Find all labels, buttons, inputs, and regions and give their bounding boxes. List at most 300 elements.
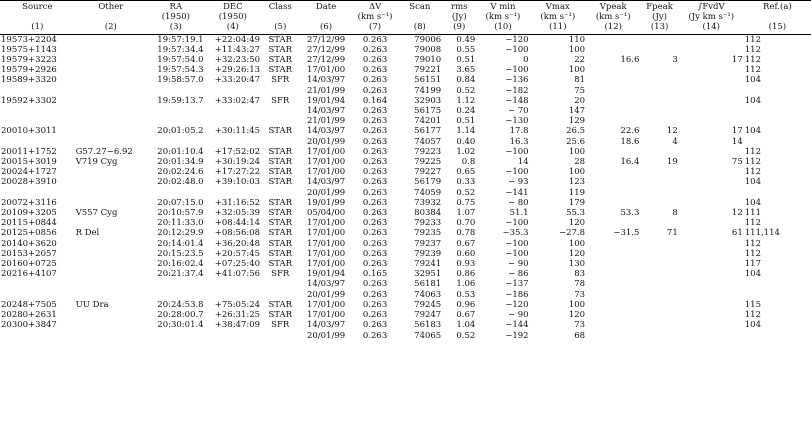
cell-col-12 [586, 106, 640, 116]
cell-col-7: 0.263 [362, 106, 388, 117]
cell-col-4: +75:05:24 [214, 299, 261, 310]
cell-col-2 [75, 177, 147, 187]
cell-col-13 [640, 147, 678, 157]
table-row [0, 157, 811, 167]
cell-col-2 [75, 310, 147, 320]
cell-col-9: 1.02 [456, 146, 476, 157]
cell-col-7: 0.263 [362, 75, 388, 86]
cell-col-15: 112 [744, 65, 761, 76]
cell-col-8: 32903 [414, 95, 442, 106]
cell-col-1: 19579+2926 [1, 65, 57, 76]
cell-col-13: 3 [672, 55, 678, 66]
col-header-9: rms [442, 1, 476, 13]
cell-col-12 [586, 249, 640, 259]
header-row-numbers [0, 22, 811, 34]
cell-col-10: −186 [505, 289, 529, 300]
cell-col-7: 0.263 [362, 146, 388, 157]
cell-col-5: SFR [271, 320, 290, 331]
cell-col-10: − 90 [507, 310, 529, 321]
cell-col-9: 0.75 [456, 197, 476, 208]
cell-col-1: 19573+2204 [1, 34, 57, 45]
cell-col-9: 0.53 [456, 289, 476, 300]
cell-col-15: 112 [744, 248, 761, 259]
cell-col-11: 22 [574, 55, 586, 66]
cell-col-5 [261, 279, 299, 289]
cell-col-9: 0.67 [456, 238, 476, 249]
cell-col-5: STAR [268, 126, 293, 137]
cell-col-10: 17.8 [509, 126, 529, 137]
cell-col-10: −144 [505, 320, 529, 331]
cell-col-5: STAR [268, 238, 293, 249]
cell-col-12 [586, 75, 640, 85]
cell-col-5: STAR [268, 177, 293, 188]
col-unit-4: (1950) [218, 12, 247, 23]
cell-col-8: 56179 [414, 177, 442, 188]
cell-col-8: 56177 [414, 126, 442, 137]
cell-col-6: 27/12/99 [306, 44, 346, 55]
cell-col-2 [75, 75, 147, 85]
cell-col-15: 112 [744, 167, 761, 178]
cell-col-1: 19589+3320 [1, 75, 57, 86]
cell-col-1 [0, 106, 75, 116]
cell-col-11: 179 [568, 197, 586, 208]
cell-col-5: STAR [268, 310, 293, 321]
table-row [0, 208, 811, 218]
table-row [0, 279, 811, 289]
cell-col-2: V719 Cyg [75, 157, 118, 168]
cell-col-12 [586, 34, 640, 45]
cell-col-7: 0.164 [362, 95, 388, 106]
cell-col-6: 20/01/99 [306, 289, 346, 300]
cell-col-3: 19:57:19.1 [157, 34, 204, 45]
cell-col-7: 0.263 [362, 167, 388, 178]
col-unit-15 [744, 12, 811, 22]
col-number-12: (12) [586, 22, 640, 34]
cell-col-11: 73 [574, 289, 586, 300]
cell-col-10: −100 [505, 146, 529, 157]
cell-col-5: STAR [268, 55, 293, 66]
cell-col-1 [0, 116, 75, 126]
cell-col-10: −100 [505, 238, 529, 249]
cell-col-13 [640, 86, 678, 96]
cell-col-2: R Del [75, 228, 100, 239]
cell-col-6: 20/01/99 [306, 136, 346, 147]
cell-col-4: +38:47:09 [214, 320, 261, 331]
cell-col-4 [205, 106, 261, 116]
cell-col-13 [640, 279, 678, 289]
cell-col-5: STAR [268, 34, 293, 45]
cell-col-6: 17/01/00 [306, 65, 346, 76]
cell-col-13: 8 [672, 208, 678, 219]
cell-col-15 [744, 188, 811, 198]
col-header-11: Vmax [530, 1, 586, 13]
table-row [0, 96, 811, 106]
cell-col-2 [75, 290, 147, 300]
cell-col-15: 111,114 [744, 228, 780, 239]
cell-col-3: 20:07:15.0 [157, 197, 204, 208]
cell-col-3: 19:57:34.4 [157, 44, 204, 55]
cell-col-5: STAR [268, 208, 293, 219]
cell-col-4: +36:20:48 [214, 238, 261, 249]
cell-col-12: 16.4 [620, 157, 640, 168]
cell-col-12 [586, 45, 640, 55]
cell-col-8: 56181 [414, 279, 442, 290]
table-row [0, 198, 811, 208]
cell-col-11: 75 [574, 85, 586, 96]
cell-col-14 [679, 198, 744, 208]
cell-col-14 [679, 290, 744, 300]
cell-col-4: +30:19:24 [214, 157, 261, 168]
cell-col-12 [586, 290, 640, 300]
cell-col-5: SFR [271, 269, 290, 280]
cell-col-6: 14/03/97 [306, 126, 346, 137]
cell-col-8: 74063 [414, 289, 442, 300]
cell-col-2 [75, 116, 147, 126]
cell-col-7: 0.263 [362, 197, 388, 208]
cell-col-11: 100 [568, 299, 586, 310]
cell-col-2 [75, 188, 147, 198]
cell-col-5: STAR [268, 228, 293, 239]
table-row [0, 249, 811, 259]
cell-col-4: +32:05:39 [214, 208, 261, 219]
col-header-2: Other [75, 1, 147, 13]
cell-col-10: − 93 [507, 177, 529, 188]
cell-col-5: STAR [268, 65, 293, 76]
col-header-10: V min [476, 1, 529, 13]
cell-col-3: 20:16:02.4 [157, 259, 204, 270]
col-unit-6 [299, 12, 352, 22]
cell-col-12 [586, 279, 640, 289]
cell-col-8: 79247 [414, 310, 442, 321]
cell-col-8: 74199 [414, 85, 442, 96]
cell-col-3: 20:02:48.0 [157, 177, 204, 188]
cell-col-11: 120 [568, 310, 586, 321]
col-header-8: Scan [397, 1, 442, 13]
col-unit-8 [397, 12, 442, 22]
cell-col-8: 79221 [414, 65, 442, 76]
cell-col-13 [640, 65, 678, 75]
cell-col-8: 74201 [414, 116, 442, 127]
table-row [0, 147, 811, 157]
cell-col-11: 26.5 [566, 126, 586, 137]
col-number-7: (7) [353, 22, 398, 34]
cell-col-7: 0.263 [362, 279, 388, 290]
cell-col-11: 100 [568, 44, 586, 55]
cell-col-10: −35.3 [502, 228, 529, 239]
table-row [0, 300, 811, 310]
cell-col-2 [75, 218, 147, 228]
cell-col-4: +08:44:14 [214, 218, 261, 229]
cell-col-6: 19/01/94 [306, 269, 346, 280]
cell-col-7: 0.263 [362, 116, 388, 127]
cell-col-10: −141 [505, 187, 529, 198]
cell-col-3 [147, 137, 205, 147]
cell-col-6: 20/01/99 [306, 330, 346, 341]
cell-col-2 [75, 55, 147, 65]
cell-col-7: 0.263 [362, 177, 388, 188]
cell-col-14: 61 [731, 228, 743, 239]
cell-col-7: 0.263 [362, 34, 388, 45]
col-unit-13: (Jy) [652, 12, 667, 23]
cell-col-12 [586, 96, 640, 106]
cell-col-12 [586, 188, 640, 198]
cell-col-8: 56175 [414, 106, 442, 117]
cell-col-2 [75, 198, 147, 208]
cell-col-8: 79233 [414, 218, 442, 229]
cell-col-13 [640, 249, 678, 259]
cell-col-13: 12 [666, 126, 678, 137]
cell-col-11: 100 [568, 167, 586, 178]
cell-col-9: 1.04 [456, 320, 476, 331]
cell-col-11: 25.6 [566, 136, 586, 147]
cell-col-12: −31.5 [613, 228, 640, 239]
col-unit-1 [0, 12, 75, 22]
cell-col-9: 1.14 [456, 126, 476, 137]
cell-col-12 [586, 320, 640, 330]
cell-col-11: 119 [568, 187, 586, 198]
cell-col-5: STAR [268, 146, 293, 157]
cell-col-11: 100 [568, 238, 586, 249]
cell-col-2: UU Dra [75, 299, 109, 310]
cell-col-4: +22:04:49 [214, 34, 261, 45]
cell-col-6: 21/01/99 [306, 116, 346, 127]
col-number-8: (8) [397, 22, 442, 34]
cell-col-13 [640, 45, 678, 55]
table-header [0, 1, 811, 35]
cell-col-12 [586, 116, 640, 126]
cell-col-15 [744, 86, 811, 96]
cell-col-9: 1.12 [456, 95, 476, 106]
cell-col-13 [640, 331, 678, 342]
col-number-1: (1) [0, 22, 75, 34]
cell-col-2 [75, 331, 147, 342]
cell-col-1: 20115+0844 [1, 218, 57, 229]
cell-col-15: 117 [744, 259, 761, 270]
table-row [0, 177, 811, 187]
cell-col-1: 19579+3223 [1, 55, 57, 66]
cell-col-9: 0.49 [456, 34, 476, 45]
cell-col-12: 22.6 [620, 126, 640, 137]
cell-col-3: 20:14:01.4 [157, 238, 204, 249]
cell-col-10: −182 [505, 85, 529, 96]
cell-col-13 [640, 116, 678, 126]
cell-col-6: 14/03/97 [306, 279, 346, 290]
header-row-labels [0, 1, 811, 13]
cell-col-13 [640, 320, 678, 330]
cell-col-14 [679, 116, 744, 126]
cell-col-6: 14/03/97 [306, 320, 346, 331]
cell-col-6: 14/03/97 [306, 177, 346, 188]
col-number-15: (15) [744, 22, 811, 34]
table-row [0, 167, 811, 177]
cell-col-2 [75, 167, 147, 177]
cell-col-13 [640, 259, 678, 269]
cell-col-1: 19575+1143 [1, 44, 57, 55]
cell-col-8: 80384 [414, 208, 442, 219]
cell-col-1: 20125+0856 [1, 228, 57, 239]
cell-col-1: 20109+3205 [1, 208, 57, 219]
col-unit-3: (1950) [161, 12, 190, 23]
table-row [0, 106, 811, 116]
cell-col-4 [205, 137, 261, 147]
cell-col-8: 79227 [414, 167, 442, 178]
cell-col-3: 20:21:37.4 [157, 269, 204, 280]
cell-col-4: +20:57:45 [214, 248, 261, 259]
cell-col-12 [586, 300, 640, 310]
col-number-6: (6) [299, 22, 352, 34]
cell-col-14 [679, 96, 744, 106]
cell-col-9: 0.51 [456, 55, 476, 66]
cell-col-4 [205, 116, 261, 126]
cell-col-9: 0.67 [456, 310, 476, 321]
cell-col-1: 20248+7505 [1, 299, 57, 310]
cell-col-15 [744, 116, 811, 126]
cell-col-13 [640, 167, 678, 177]
cell-col-12 [586, 198, 640, 208]
cell-col-13 [640, 75, 678, 85]
cell-col-12 [586, 86, 640, 96]
col-header-3: RA [147, 1, 205, 13]
cell-col-10: −192 [505, 330, 529, 341]
cell-col-11: 55.3 [566, 208, 586, 219]
cell-col-14 [679, 65, 744, 75]
cell-col-6: 17/01/00 [306, 248, 346, 259]
cell-col-15 [744, 331, 811, 342]
cell-col-1: 20160+0725 [1, 259, 57, 270]
cell-col-7: 0.263 [362, 218, 388, 229]
cell-col-14: 17 [731, 55, 743, 66]
cell-col-9: 0.52 [456, 187, 476, 198]
cell-col-15: 104 [744, 320, 761, 331]
cell-col-13 [640, 34, 678, 45]
cell-col-12 [586, 331, 640, 342]
cell-col-3: 20:24:53.8 [157, 299, 204, 310]
cell-col-4: +41:07:56 [214, 269, 261, 280]
cell-col-4: +31:16:52 [214, 197, 261, 208]
cell-col-3: 20:11:33.0 [157, 218, 204, 229]
col-number-14: (14) [679, 22, 744, 34]
cell-col-1 [0, 290, 75, 300]
col-header-15: Ref.(a) [744, 1, 811, 13]
col-header-13: Fpeak [640, 1, 678, 13]
cell-col-14 [679, 269, 744, 279]
cell-col-15: 112 [744, 238, 761, 249]
cell-col-9: 0.65 [456, 167, 476, 178]
cell-col-15 [744, 279, 811, 289]
cell-col-8: 56151 [414, 75, 442, 86]
table-row [0, 45, 811, 55]
cell-col-13 [640, 239, 678, 249]
table-row [0, 137, 811, 147]
cell-col-15: 104 [744, 269, 761, 280]
table-row [0, 65, 811, 75]
cell-col-13 [640, 177, 678, 187]
cell-col-6: 17/01/00 [306, 167, 346, 178]
table-row [0, 75, 811, 85]
cell-col-7: 0.263 [362, 136, 388, 147]
col-unit-7: (km s⁻¹) [357, 12, 393, 23]
cell-col-6: 14/03/97 [306, 75, 346, 86]
cell-col-15: 112 [744, 55, 761, 66]
cell-col-5 [261, 86, 299, 96]
cell-col-4 [205, 188, 261, 198]
cell-col-1: 20153+2057 [1, 248, 57, 259]
cell-col-6: 20/01/99 [306, 187, 346, 198]
table-body [0, 34, 811, 342]
cell-col-5: SFR [271, 95, 290, 106]
col-unit-2 [75, 12, 147, 22]
cell-col-12 [586, 65, 640, 75]
col-unit-10: (km s⁻¹) [485, 12, 521, 23]
cell-col-13 [640, 269, 678, 279]
cell-col-12 [586, 218, 640, 228]
cell-col-11: 81 [574, 75, 586, 86]
cell-col-3: 20:01:10.4 [157, 146, 204, 157]
cell-col-11: 28 [574, 157, 586, 168]
cell-col-5: STAR [268, 218, 293, 229]
cell-col-8: 32951 [414, 269, 442, 280]
col-header-1: Source [0, 1, 75, 13]
cell-col-12 [586, 167, 640, 177]
cell-col-2: G57.27−6.92 [75, 146, 133, 157]
col-header-12: Vpeak [586, 1, 640, 13]
cell-col-8: 74059 [414, 187, 442, 198]
cell-col-4 [205, 331, 261, 342]
cell-col-9: 0.33 [456, 177, 476, 188]
cell-col-10: −100 [505, 44, 529, 55]
cell-col-14: 14 [731, 136, 743, 147]
cell-col-3 [147, 290, 205, 300]
cell-col-14 [679, 331, 744, 342]
cell-col-9: 3.65 [456, 65, 476, 76]
cell-col-7: 0.263 [362, 259, 388, 270]
cell-col-10: 16.3 [509, 136, 529, 147]
cell-col-2 [75, 269, 147, 279]
cell-col-5 [261, 290, 299, 300]
cell-col-4: +33:02:47 [214, 95, 261, 106]
cell-col-6: 17/01/00 [306, 218, 346, 229]
cell-col-9: 1.06 [456, 279, 476, 290]
cell-col-4: +39:10:03 [214, 177, 261, 188]
cell-col-2 [75, 126, 147, 136]
cell-col-12: 16.6 [620, 55, 640, 66]
cell-col-10: −100 [505, 167, 529, 178]
cell-col-8: 56183 [414, 320, 442, 331]
cell-col-1: 19592+3302 [1, 95, 57, 106]
cell-col-3: 19:57:54.0 [157, 55, 204, 66]
cell-col-1: 20011+1752 [1, 146, 57, 157]
cell-col-11: −27.8 [558, 228, 586, 239]
cell-col-3 [147, 116, 205, 126]
cell-col-11: 123 [568, 177, 586, 188]
cell-col-15 [744, 290, 811, 300]
cell-col-8: 79010 [414, 55, 442, 66]
cell-col-15 [744, 106, 811, 116]
cell-col-15: 104 [744, 75, 761, 86]
table-row [0, 320, 811, 330]
cell-col-10: − 70 [507, 106, 529, 117]
cell-col-14: 12 [731, 208, 743, 219]
cell-col-15: 112 [744, 146, 761, 157]
cell-col-14 [679, 320, 744, 330]
cell-col-7: 0.263 [362, 126, 388, 137]
cell-col-5: STAR [268, 197, 293, 208]
cell-col-8: 79223 [414, 146, 442, 157]
cell-col-13 [640, 106, 678, 116]
cell-col-8: 79235 [414, 228, 442, 239]
cell-col-8: 79239 [414, 248, 442, 259]
cell-col-6: 27/12/99 [306, 55, 346, 66]
